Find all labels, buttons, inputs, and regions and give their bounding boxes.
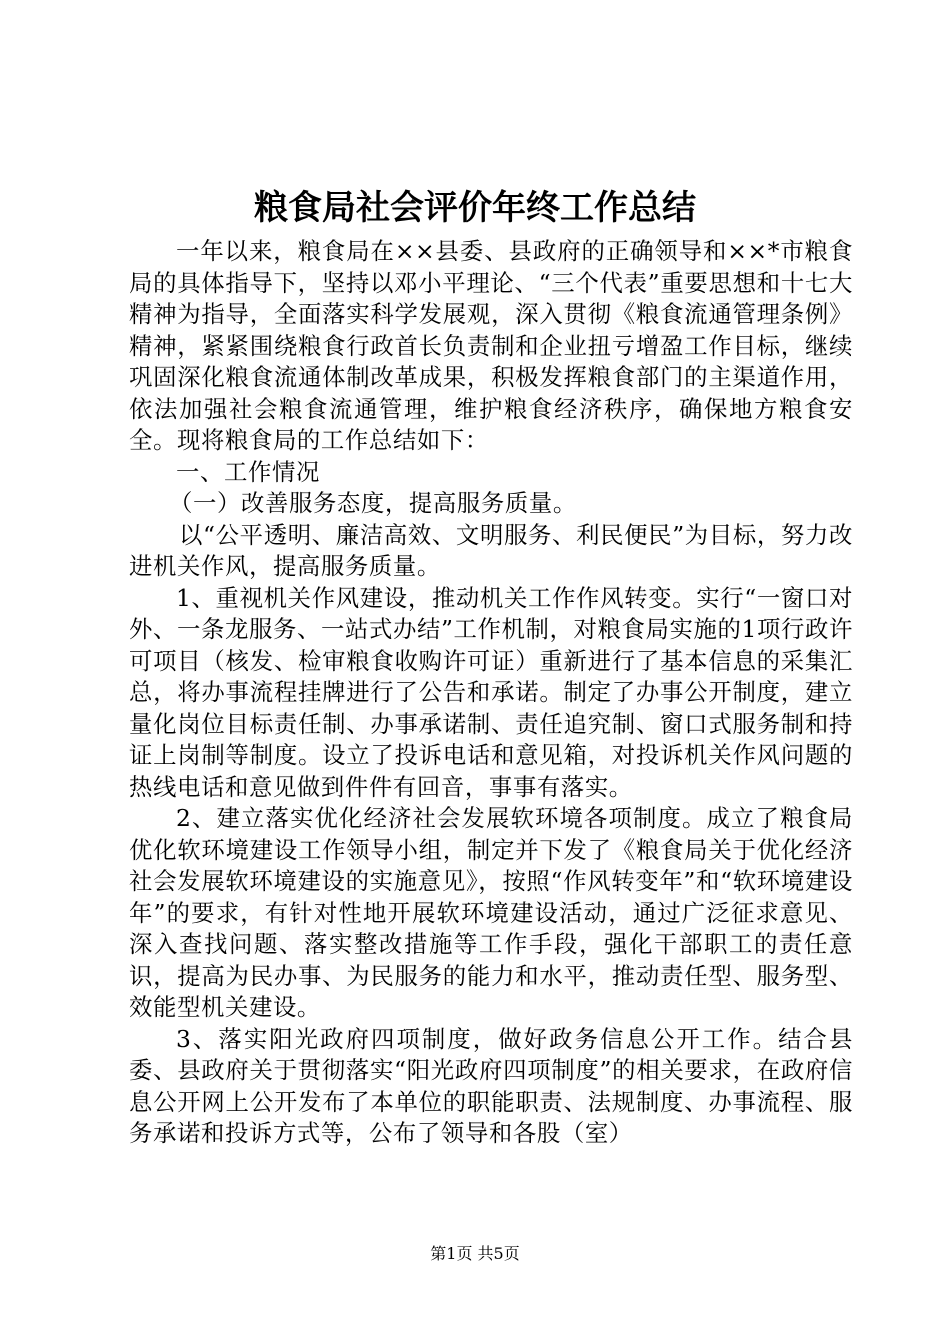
section-heading: 一、工作情况 bbox=[176, 457, 320, 486]
body-paragraph: 3、落实阳光政府四项制度，做好政务信息公开工作。结合县委、县政府关于贯彻落实“阳光政府四项制度”的相关要求，在政府信息公开网上公开发布了本单位的职能职责、法规制度、办事流程、服务承诺和投诉方式等，公布了领导和各股（室） bbox=[129, 1024, 853, 1147]
document-body bbox=[129, 236, 853, 1150]
subsection-heading: （一）改善服务态度，提高服务质量。 bbox=[169, 489, 577, 517]
body-paragraph: 2、建立落实优化经济社会发展软环境各项制度。成立了粮食局优化软环境建设工作领导小组，制定并下发了《粮食局关于优化经济社会发展软环境建设的实施意见》，按照“作风转变年”和“软环境建设年”的要求，有针对性地开展软环境建设活动，通过广泛征求意见、深入查找问题、落实整改措施等工作手段，强化干部职工的责任意识，提高为民办事、为民服务的能力和水平，推动责任型、服务型、效能型机关建设。 bbox=[129, 804, 853, 1021]
page-number-footer: 第1页 共5页 bbox=[430, 1244, 520, 1263]
body-paragraph: 以“公平透明、廉洁高效、文明服务、利民便民”为目标，努力改进机关作风，提高服务质量。 bbox=[129, 520, 853, 580]
document-title: 粮食局社会评价年终工作总结 bbox=[254, 188, 696, 228]
body-paragraph: 1、重视机关作风建设，推动机关工作作风转变。实行“一窗口对外、一条龙服务、一站式办结”工作机制，对粮食局实施的1项行政许可项目（核发、检审粮食收购许可证）重新进行了基本信息的采集汇总，将办事流程挂牌进行了公告和承诺。制定了办事公开制度，建立量化岗位目标责任制、办事承诺制、责任追究制、窗口式服务制和持证上岗制等制度。设立了投诉电话和意见箱，对投诉机关作风问题的热线电话和意见做到件件有回音，事事有落实。 bbox=[129, 583, 853, 801]
intro-paragraph: 一年以来，粮食局在××县委、县政府的正确领导和××*市粮食局的具体指导下，坚持以邓小平理论、“三个代表”重要思想和十七大精神为指导，全面落实科学发展观，深入贯彻《粮食流通管理条例》精神，紧紧围绕粮食行政首长负责制和企业扭亏增盈工作目标，继续巩固深化粮食流通体制改革成果，积极发挥粮食部门的主渠道作用，依法加强社会粮食流通管理，维护粮食经济秩序，确保地方粮食安全。现将粮食局的工作总结如下： bbox=[129, 237, 853, 454]
